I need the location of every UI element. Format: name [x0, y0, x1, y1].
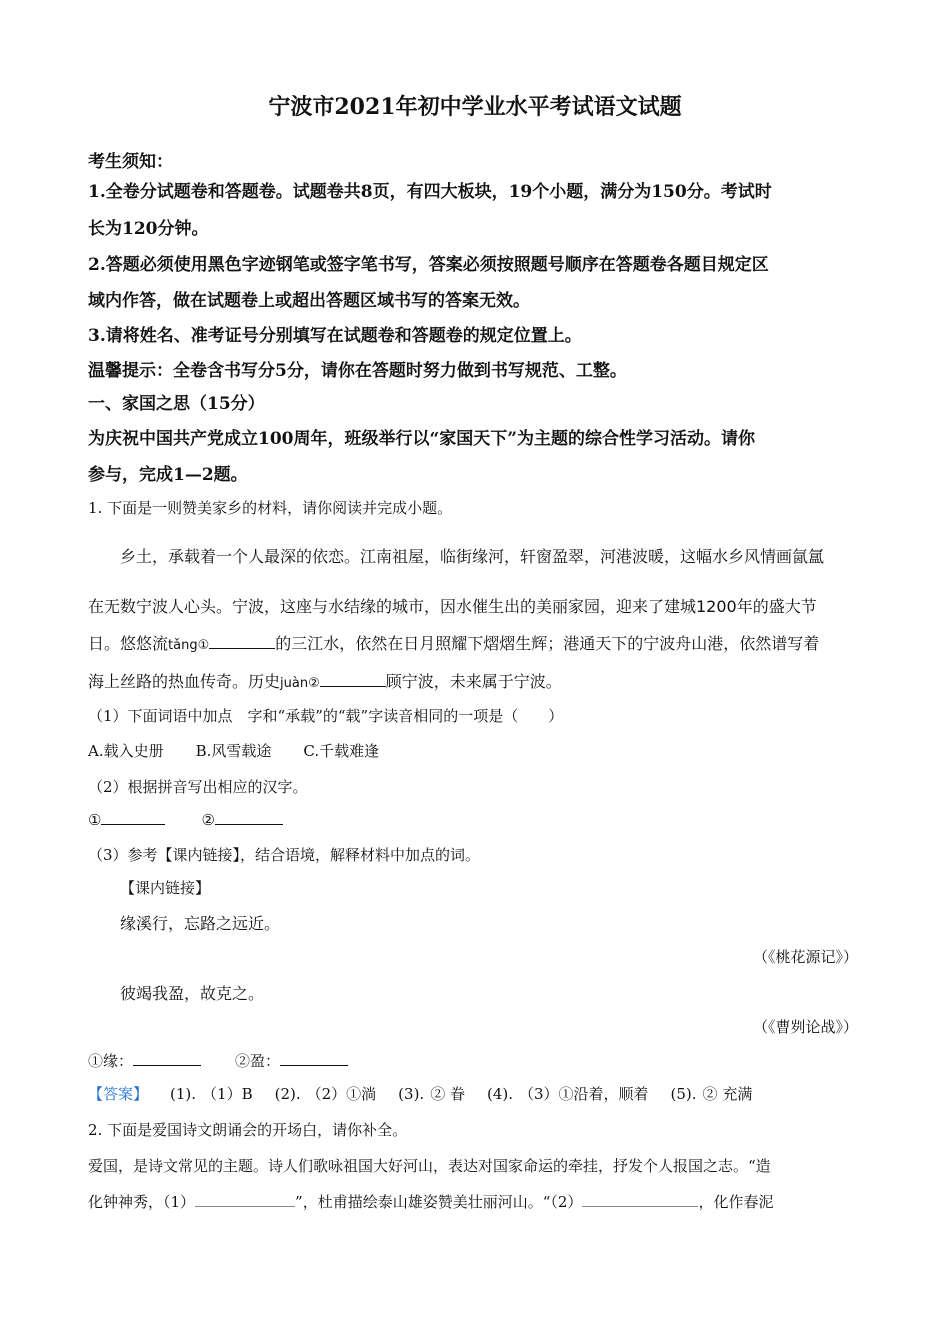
sub-question-3: （3）参考【课内链接】，结合语境，解释材料中加点的词。	[88, 846, 481, 864]
blank-2-underline[interactable]	[320, 671, 386, 687]
option-b: B.风雪载途	[195, 742, 272, 760]
passage-line-4-text-b: 顾宁波，未来属于宁波。	[385, 672, 562, 691]
options-row	[88, 740, 379, 761]
answer-row	[88, 1083, 752, 1104]
notice-item-2b: 域内作答，做在试题卷上或超出答题区域书写的答案无效。	[88, 291, 530, 311]
question-2-line-2-c: ，化作春泥	[698, 1193, 774, 1211]
answer-tag: 【答案】	[88, 1085, 149, 1103]
passage-line-3-text-b: 的三江水，依然在日月照耀下熠熠生辉；港通天下的宁波舟山港，依然谱写着	[275, 634, 820, 653]
link-heading: 【课内链接】	[120, 879, 211, 897]
answer-part: (1).	[170, 1085, 197, 1103]
word-2-blank[interactable]	[280, 1050, 348, 1066]
answer-part: （3）①沿着，顺着	[518, 1085, 649, 1103]
question-1-stem: 1. 下面是一则赞美家乡的材料，请你阅读并完成小题。	[88, 499, 453, 517]
section-intro-b: 参与，完成1—2题。	[88, 465, 248, 485]
blank-1-underline[interactable]	[209, 633, 275, 649]
passage-line-4-text-a: 海上丝路的热血传奇。历史	[88, 672, 281, 691]
word-1-blank[interactable]	[133, 1050, 201, 1066]
option-c: C.千载难逢	[303, 742, 380, 760]
answer-part: (3).	[398, 1085, 425, 1103]
word-1-label: ①缘：	[88, 1052, 134, 1070]
source-1: （《桃花源记》）	[752, 948, 858, 966]
poem-blank-1[interactable]	[195, 1191, 295, 1207]
pinyin-1: tǎng①	[168, 638, 210, 653]
passage-line-3	[88, 631, 819, 654]
answer-part: ② 眷	[430, 1085, 465, 1103]
question-2-stem: 2. 下面是爱国诗文朗诵会的开场白，请你补全。	[88, 1121, 408, 1139]
answer-blank-2[interactable]	[215, 809, 283, 825]
source-2: （《曹刿论战》）	[752, 1018, 858, 1036]
passage-line-4	[88, 669, 562, 692]
answer-blank-2-label: ②	[201, 811, 215, 829]
quote-1: 缘溪行，忘路之远近。	[120, 914, 281, 933]
question-2-line-2-a: 化钟神秀，（1）	[88, 1193, 196, 1211]
notice-item-3: 3.请将姓名、准考证号分别填写在试题卷和答题卷的规定位置上。	[88, 326, 582, 346]
sub-question-1: （1）下面词语中加点 字和“承载”的“载”字读音相同的一项是（ ）	[88, 707, 564, 725]
quote-2: 彼竭我盈，故克之。	[120, 984, 265, 1003]
question-2-line-2-b: ”，杜甫描绘泰山雄姿赞美壮丽河山。“（2）	[295, 1193, 583, 1211]
word-answer-row	[88, 1050, 348, 1071]
answer-part: (5).	[670, 1085, 697, 1103]
answer-part: (2).	[274, 1085, 301, 1103]
poem-blank-2[interactable]	[582, 1191, 698, 1207]
pinyin-2: juàn②	[280, 676, 320, 691]
answer-blank-1-label: ①	[88, 811, 102, 829]
answer-part: ② 充满	[702, 1085, 753, 1103]
answer-blank-1[interactable]	[101, 809, 165, 825]
answer-part: （2）①淌	[306, 1085, 377, 1103]
notice-item-1b: 长为120分钟。	[88, 219, 209, 239]
pinyin-answer-row	[88, 809, 283, 829]
answer-part: （1）B	[202, 1085, 253, 1103]
notice-item-2a: 2.答题必须使用黑色字迹钢笔或签字笔书写，答案必须按照题号顺序在答题卷各题目规定区	[88, 255, 769, 275]
section-intro-a: 为庆祝中国共产党成立100周年，班级举行以“家国天下”为主题的综合性学习活动。请你	[88, 429, 756, 449]
notice-heading: 考生须知：	[88, 152, 173, 172]
section-heading: 一、家国之思（15分）	[88, 394, 265, 414]
sub-question-2: （2）根据拼音写出相应的汉字。	[88, 778, 308, 796]
notice-tip: 温馨提示：全卷含书写分5分，请你在答题时努力做到书写规范、工整。	[88, 361, 627, 381]
option-a: A.载入史册	[88, 742, 164, 760]
question-2-line-1: 爱国，是诗文常见的主题。诗人们歌咏祖国大好河山，表达对国家命运的牵挂，抒发个人报国之志。“造	[88, 1157, 771, 1175]
answer-part: (4).	[486, 1085, 513, 1103]
question-2-line-2	[88, 1191, 773, 1212]
passage-line-1: 乡土，承载着一个人最深的依恋。江南祖屋，临街缘河，轩窗盈翠，河港波暖，这幅水乡风情画氤氲	[120, 547, 825, 566]
word-2-label: ②盈：	[235, 1052, 281, 1070]
page-title: 宁波市2021年初中学业水平考试语文试题	[268, 94, 682, 120]
passage-line-2: 在无数宁波人心头。宁波，这座与水结缘的城市，因水催生出的美丽家园，迎来了建城1200年的盛大节	[88, 597, 817, 616]
passage-line-3-text-a: 日。悠悠流	[88, 634, 169, 653]
notice-item-1a: 1.全卷分试题卷和答题卷。试题卷共8页，有四大板块，19个小题，满分为150分。考试时	[88, 182, 772, 202]
